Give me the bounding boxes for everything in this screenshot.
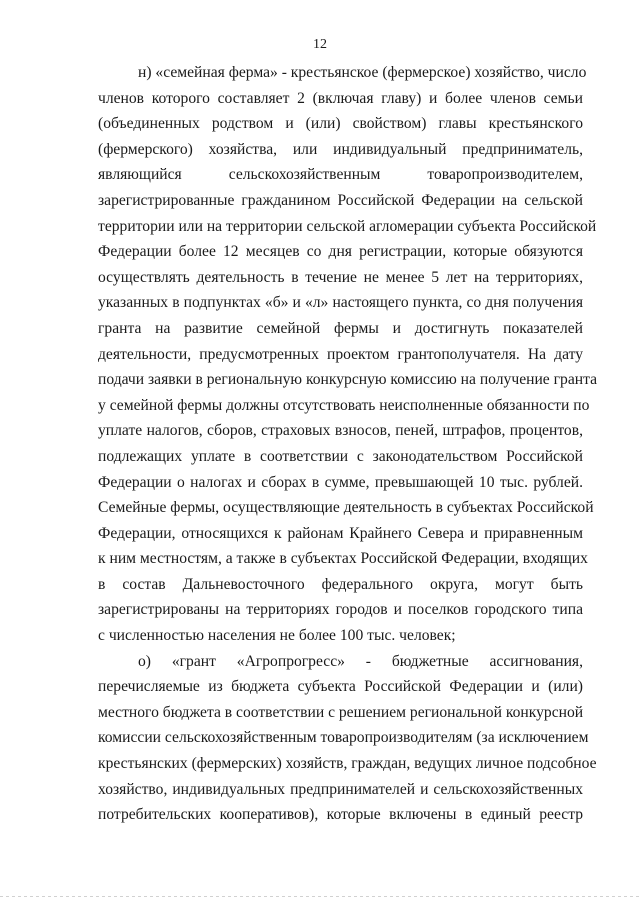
text-line: подлежащих уплате в соответствии с законодательством Российской — [98, 447, 583, 465]
text-line: осуществлять деятельность в течение не менее 5 лет на территориях, — [98, 268, 583, 286]
text-line: хозяйство, индивидуальных предпринимателей и сельскохозяйственных — [98, 780, 583, 798]
text-line: к ним местностям, а также в субъектах Российской Федерации, входящих — [98, 550, 588, 568]
text-line: с численностью населения не более 100 тыс. человек; — [98, 627, 456, 645]
scan-bottom-edge — [0, 896, 640, 897]
text-line: территории или на территории сельской агломерации субъекта Российской — [98, 217, 597, 235]
document-body — [98, 60, 598, 828]
text-line: уплате налогов, сборов, страховых взносов, пеней, штрафов, процентов, — [98, 422, 583, 440]
text-line: указанных в подпунктах «б» и «л» настоящего пункта, со дня получения — [98, 294, 583, 312]
text-line: комиссии сельскохозяйственным товаропроизводителям (за исключением — [98, 729, 589, 747]
text-line: перечисляемые из бюджета субъекта Российской Федерации и (или) — [98, 678, 583, 696]
paragraph-n — [98, 60, 598, 649]
text-line: Федерации, относящихся к районам Крайнего Севера и приравненным — [98, 524, 583, 542]
text-line: деятельности, предусмотренных проектом грантополучателя. На дату — [98, 345, 583, 363]
text-line: гранта на развитие семейной фермы и достигнуть показателей — [98, 319, 583, 337]
page-number: 12 — [313, 37, 327, 52]
text-line: потребительских кооперативов), которые включены в единый реестр — [98, 806, 583, 824]
text-line: подачи заявки в региональную конкурсную комиссию на получение гранта — [98, 371, 598, 389]
text-line: зарегистрированы на территориях городов и поселков городского типа — [98, 601, 583, 619]
text-line: Федерации о налогах и сборах в сумме, превышающей 10 тыс. рублей. — [98, 473, 583, 491]
text-line: являющийся сельскохозяйственным товаропроизводителем, — [98, 166, 583, 184]
text-line: о) «грант «Агропрогресс» - бюджетные ассигнования, — [138, 652, 583, 670]
text-line: местного бюджета в соответствии с решением региональной конкурсной — [98, 703, 584, 721]
text-line: в состав Дальневосточного федерального округа, могут быть — [98, 575, 583, 593]
text-line: крестьянских (фермерских) хозяйств, граждан, ведущих личное подсобное — [98, 755, 597, 773]
text-line: н) «семейная ферма» - крестьянское (фермерское) хозяйство, число — [138, 64, 587, 81]
text-line: членов которого составляет 2 (включая главу) и более членов семьи — [98, 89, 583, 107]
text-line: (объединенных родством и (или) свойством) главы крестьянского — [98, 115, 583, 133]
text-line: у семейной фермы должны отсутствовать неисполненные обязанности по — [98, 396, 590, 414]
paragraph-o — [98, 649, 597, 828]
text-line: Федерации более 12 месяцев со дня регистрации, которые обязуются — [98, 243, 583, 261]
text-line: (фермерского) хозяйства, или индивидуальный предприниматель, — [98, 140, 583, 158]
text-line: Семейные фермы, осуществляющие деятельность в субъектах Российской — [98, 499, 594, 517]
text-line: зарегистрированные гражданином Российской Федерации на сельской — [98, 191, 583, 209]
